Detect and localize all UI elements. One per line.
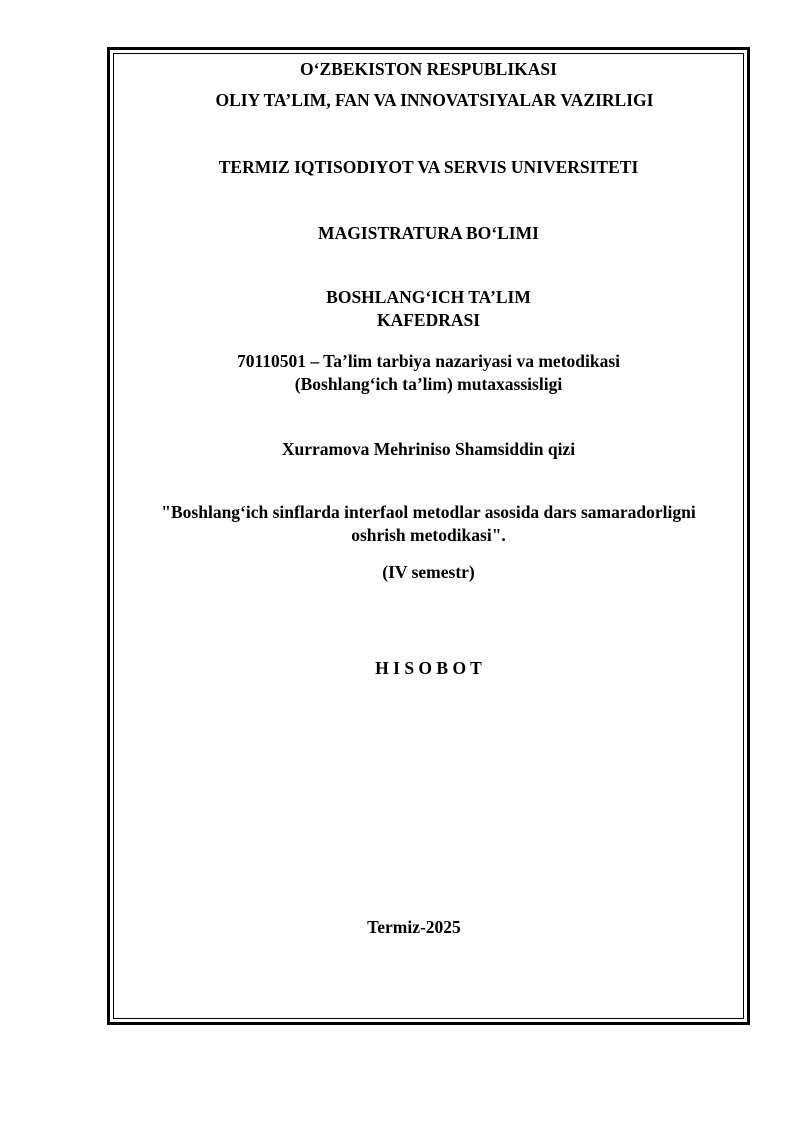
- semester-label: (IV semestr): [382, 562, 475, 582]
- city-year: Termiz-2025: [367, 917, 461, 937]
- ministry-name: OLIY TA’LIM, FAN VA INNOVATSIYALAR VAZIRLIGI: [215, 90, 654, 110]
- department-name: MAGISTRATURA BO‘LIMI: [318, 223, 539, 243]
- report-title: H I S O B O T: [375, 658, 482, 678]
- specialty-line1: 70110501 – Ta’lim tarbiya nazariyasi va metodikasi: [236, 351, 621, 371]
- chair-name-line1: BOSHLANG‘ICH TA’LIM: [326, 287, 531, 307]
- author-name: Xurramova Mehriniso Shamsiddin qizi: [281, 439, 576, 459]
- university-name: TERMIZ IQTISODIYOT VA SERVIS UNIVERSITETI: [218, 157, 639, 177]
- topic-line1: "Boshlang‘ich sinflarda interfaol metodlar asosida dars samaradorligni: [161, 502, 696, 522]
- topic-line2: oshrish metodikasi".: [351, 525, 506, 545]
- country-name: O‘ZBEKISTON RESPUBLIKASI: [300, 59, 557, 79]
- specialty-line2: (Boshlang‘ich ta’lim) mutaxassisligi: [294, 374, 563, 394]
- chair-name-line2: KAFEDRASI: [376, 310, 481, 330]
